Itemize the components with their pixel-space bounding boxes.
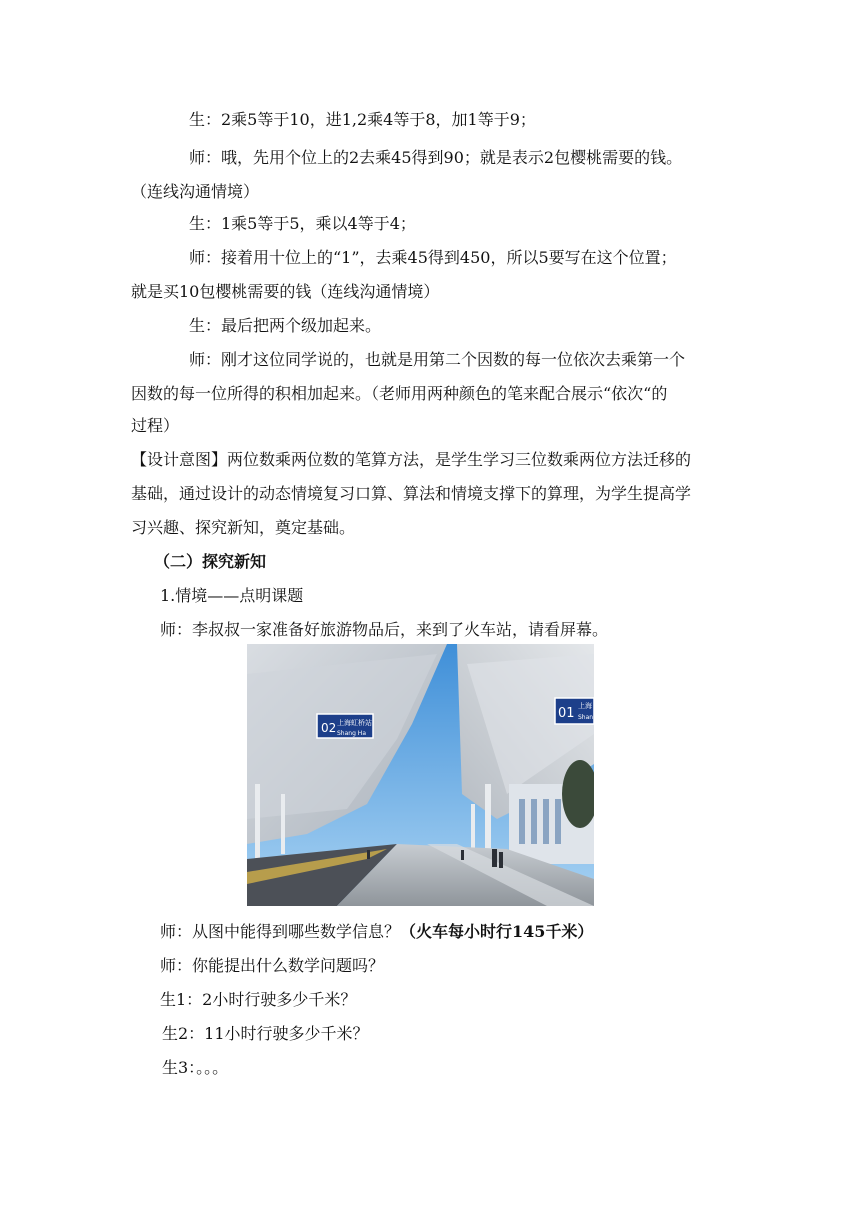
question-text: 师：从图中能得到哪些数学信息？: [160, 922, 401, 941]
text-line: 生：2乘5等于10，进1,2乘4等于8，加1等于9；: [189, 110, 536, 129]
text-line: [160, 920, 593, 944]
sign-left-number: 02: [321, 721, 337, 735]
train-station-photo: [247, 644, 594, 906]
text-line: 师：你能提出什么数学问题吗？: [160, 956, 385, 975]
text-line: 就是买10包樱桃需要的钱（连线沟通情境）: [131, 282, 440, 301]
text-line: 师：李叔叔一家准备好旅游物品后，来到了火车站，请看屏幕。: [160, 620, 609, 639]
text-line: 1.情境——点明课题: [160, 586, 304, 605]
text-line: 过程）: [131, 416, 180, 435]
text-line: 基础，通过设计的动态情境复习口算、算法和情境支撑下的算理，为学生提高学: [131, 484, 692, 503]
text-line: 生3：。。。: [162, 1058, 229, 1077]
text-line: 生：1乘5等于5，乘以4等于4；: [189, 214, 416, 233]
sign-right-chinese: 上海: [578, 702, 592, 710]
text-line: 习兴趣、探究新知，奠定基础。: [131, 518, 356, 537]
section-heading: （二）探究新知: [154, 552, 267, 571]
sign-left-english: Shang Ha: [337, 730, 366, 737]
text-line: 生1：2小时行驶多少千米？: [160, 990, 357, 1009]
sign-right-number: 01: [558, 706, 575, 721]
sign-right-english: Shan: [578, 714, 594, 721]
text-line: 生2：11小时行驶多少千米？: [162, 1024, 369, 1043]
sign-left-chinese: 上海虹桥站: [337, 719, 372, 727]
answer-text: （火车每小时行145千米）: [400, 922, 594, 941]
text-line: 【设计意图】两位数乘两位数的笔算方法，是学生学习三位数乘两位方法迁移的: [131, 450, 692, 469]
text-line: 师：刚才这位同学说的，也就是用第二个因数的每一位依次去乘第一个: [189, 350, 686, 369]
text-line: 师：接着用十位上的“1”，去乘45得到450，所以5要写在这个位置；: [189, 248, 677, 267]
text-line: 因数的每一位所得的积相加起来。（老师用两种颜色的笔来配合展示“依次“的: [131, 384, 668, 403]
text-line: 生：最后把两个级加起来。: [189, 316, 382, 335]
text-line: 师：哦，先用个位上的2去乘45得到90；就是表示2包樱桃需要的钱。: [189, 148, 683, 167]
text-line: （连线沟通情境）: [131, 182, 260, 201]
